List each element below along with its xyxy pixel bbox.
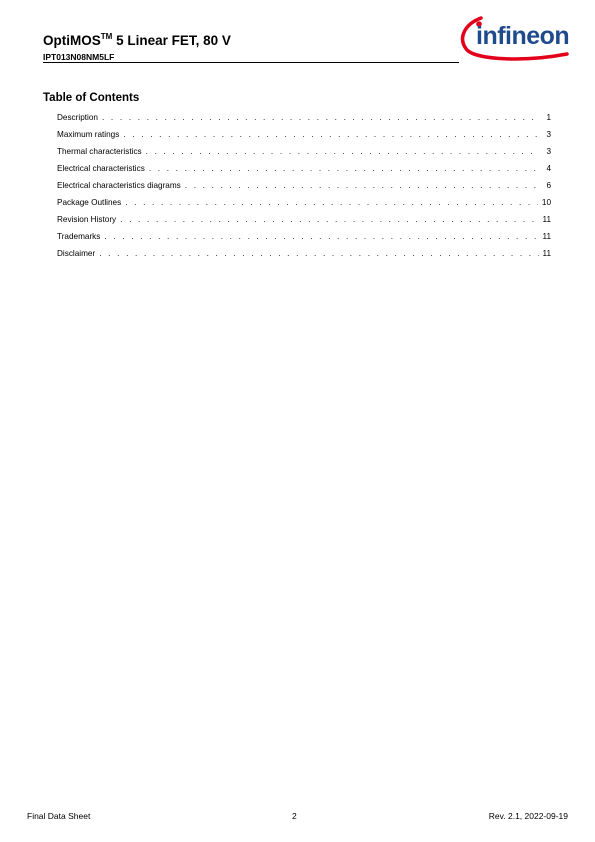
dot-leader <box>146 146 539 157</box>
title-suffix: 5 Linear FET, 80 V <box>112 33 231 48</box>
infineon-logo <box>455 8 583 64</box>
toc-entry-trademarks[interactable] <box>57 231 551 248</box>
toc-entry-maximum-ratings[interactable] <box>57 129 551 146</box>
toc-entry-revision-history[interactable] <box>57 214 551 231</box>
dot-leader <box>123 129 539 140</box>
toc-entry-page: 11 <box>542 232 551 241</box>
toc-entry-page: 1 <box>546 113 551 122</box>
toc-entry-disclaimer[interactable] <box>57 248 551 265</box>
toc-entry-page: 6 <box>546 181 551 190</box>
toc-entry-page: 3 <box>546 147 551 156</box>
dot-leader <box>120 214 538 225</box>
toc-entry-thermal-characteristics[interactable] <box>57 146 551 163</box>
toc-entry-electrical-characteristics[interactable] <box>57 163 551 180</box>
toc-entry-electrical-characteristics-diagrams[interactable] <box>57 180 551 197</box>
dot-leader <box>99 248 538 259</box>
toc-entry-label: Thermal characteristics <box>57 147 142 156</box>
dot-leader <box>104 231 538 242</box>
part-number: IPT013N08NM5LF <box>43 52 115 62</box>
table-of-contents <box>57 112 551 265</box>
dot-leader <box>149 163 539 174</box>
toc-entry-label: Disclaimer <box>57 249 96 258</box>
toc-entry-label: Revision History <box>57 215 117 224</box>
toc-entry-label: Package Outlines <box>57 198 122 207</box>
dot-leader <box>125 197 538 208</box>
trademark-superscript: TM <box>100 32 113 41</box>
toc-entry-label: Electrical characteristics <box>57 164 145 173</box>
document-title <box>43 33 231 49</box>
footer-revision: Rev. 2.1, 2022-09-19 <box>488 811 568 821</box>
toc-entry-page: 4 <box>546 164 551 173</box>
logo-wordmark: infineon <box>476 22 570 50</box>
dot-leader <box>102 112 539 123</box>
toc-entry-page: 3 <box>546 130 551 139</box>
toc-entry-description[interactable] <box>57 112 551 129</box>
toc-entry-label: Electrical characteristics diagrams <box>57 181 181 190</box>
footer-document-type: Final Data Sheet <box>27 811 91 821</box>
header-divider <box>43 62 459 63</box>
toc-entry-page: 10 <box>541 198 551 207</box>
title-prefix: OptiMOS <box>43 33 101 48</box>
toc-heading: Table of Contents <box>43 92 140 104</box>
footer-page-number: 2 <box>292 811 297 821</box>
toc-entry-label: Maximum ratings <box>57 130 120 139</box>
toc-entry-label: Description <box>57 113 98 122</box>
toc-entry-page: 11 <box>542 249 551 258</box>
dot-leader <box>185 180 539 191</box>
toc-entry-page: 11 <box>542 215 551 224</box>
toc-entry-label: Trademarks <box>57 232 101 241</box>
toc-entry-package-outlines[interactable] <box>57 197 551 214</box>
